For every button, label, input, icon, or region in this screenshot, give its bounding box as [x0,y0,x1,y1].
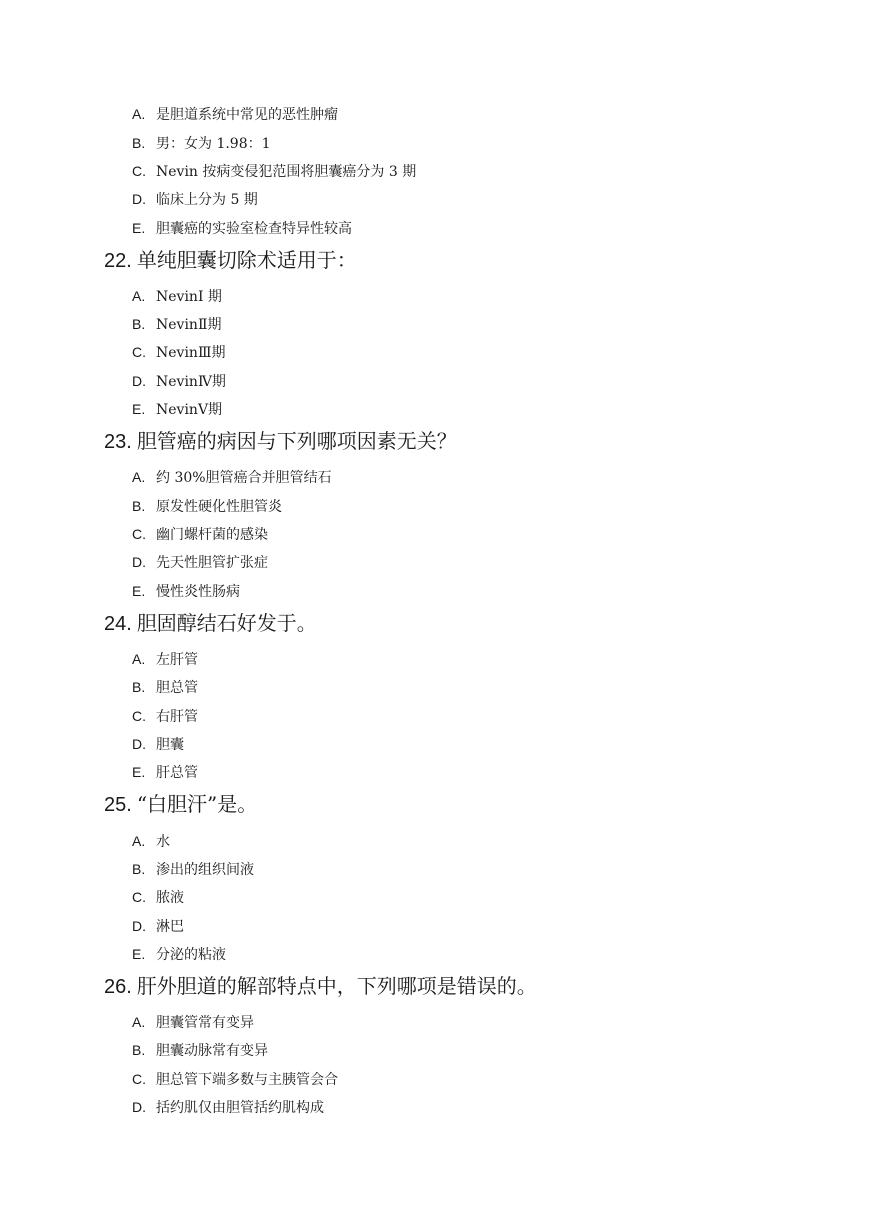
option-25-d: D. 淋巴 [132,918,184,935]
option-25-c: C. 脓液 [132,889,184,906]
option-24-e: E. 肝总管 [132,764,198,781]
option-23-e: E. 慢性炎性肠病 [132,583,240,600]
option-22-d: D. NevinⅣ期 [132,373,226,390]
option-25-b: B. 渗出的组织间液 [132,861,254,878]
option-26-d: D. 括约肌仅由胆管括约肌构成 [132,1099,324,1116]
question-25: 25. “白胆汗”是。 [104,792,258,816]
option-21-c: C. Nevin 按病变侵犯范围将胆囊癌分为 3 期 [132,163,417,180]
option-23-c: C. 幽门螺杆菌的感染 [132,526,268,543]
option-21-a: A. 是胆道系统中常见的恶性肿瘤 [132,106,338,123]
option-21-e: E. 胆囊癌的实验室检查特异性较高 [132,220,352,237]
option-26-b: B. 胆囊动脉常有变异 [132,1042,268,1059]
question-22: 22. 单纯胆囊切除术适用于： [104,248,357,272]
option-23-b: B. 原发性硬化性胆管炎 [132,498,282,515]
option-21-d: D. 临床上分为 5 期 [132,191,258,208]
question-23: 23. 胆管癌的病因与下列哪项因素无关？ [104,429,457,453]
option-22-b: B. NevinⅡ期 [132,316,222,333]
option-24-b: B. 胆总管 [132,679,198,696]
option-25-e: E. 分泌的粘液 [132,946,226,963]
option-22-a: A. NevinI 期 [132,288,222,305]
option-23-a: A. 约 30%胆管癌合并胆管结石 [132,469,332,486]
option-24-c: C. 右肝管 [132,708,198,725]
option-21-b: B. 男：女为 1.98：1 [132,135,271,152]
option-23-d: D. 先天性胆管扩张症 [132,554,268,571]
option-24-d: D. 胆囊 [132,736,184,753]
option-25-a: A. 水 [132,833,170,850]
question-24: 24. 胆固醇结石好发于。 [104,611,317,635]
option-26-a: A. 胆囊管常有变异 [132,1014,254,1031]
question-26: 26. 肝外胆道的解部特点中，下列哪项是错误的。 [104,974,537,998]
option-22-e: E. NevinⅤ期 [132,401,223,418]
option-22-c: C. NevinⅢ期 [132,344,226,361]
option-26-c: C. 胆总管下端多数与主胰管会合 [132,1071,338,1088]
option-24-a: A. 左肝管 [132,651,198,668]
